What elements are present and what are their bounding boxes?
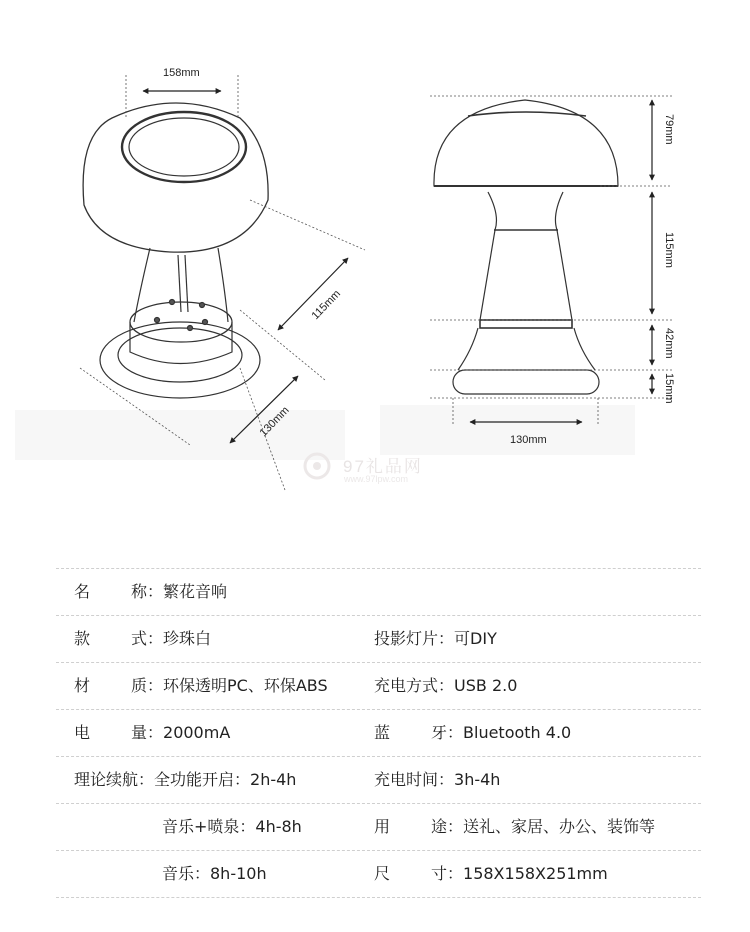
spec-label: 投影灯片 <box>374 629 439 648</box>
spec-value: 珍珠白 <box>163 629 212 648</box>
spec-battery-life: 理论续航：全功能开启：2h-4h <box>74 770 297 789</box>
spec-battery-life-music-fountain <box>162 804 302 850</box>
spec-projection: 投影灯片：可DIY <box>374 629 497 648</box>
spec-value: Bluetooth 4.0 <box>463 723 572 742</box>
spec-material: 材 质 ：环保透明PC、环保ABS <box>74 676 328 695</box>
spec-row <box>56 710 701 756</box>
spec-row <box>56 757 701 803</box>
spec-row <box>56 804 701 850</box>
spec-value: USB 2.0 <box>454 676 518 695</box>
dim-lower-height: 42mm <box>663 328 675 359</box>
spec-style: 款 式 ：珍珠白 <box>74 629 212 648</box>
spec-battery: 电 量 ：2000mA <box>74 723 231 742</box>
dim-base-width-front: 130mm <box>510 434 547 446</box>
spec-value: 3h-4h <box>454 770 501 789</box>
divider <box>56 897 701 898</box>
perspective-view <box>83 103 268 398</box>
dim-top-width: 158mm <box>163 67 200 79</box>
spec-value: 音乐：8h-10h <box>162 864 267 883</box>
spec-value: 2000mA <box>163 723 231 742</box>
spec-name: 名 称 ：繁花音响 <box>74 582 228 601</box>
spec-row <box>56 616 701 662</box>
spec-row <box>56 851 701 897</box>
spec-usage: 用 途 ：送礼、家居、办公、装饰等 <box>374 817 656 836</box>
spec-bluetooth: 蓝 牙 ：Bluetooth 4.0 <box>374 723 572 742</box>
dim-stem-height-front: 115mm <box>663 232 675 268</box>
spec-value: 158X158X251mm <box>463 864 608 883</box>
front-view <box>434 100 618 394</box>
spec-value: 繁花音响 <box>163 582 228 601</box>
dim-stem-height: 115mm <box>309 287 344 323</box>
spec-value: 全功能开启：2h-4h <box>154 770 297 789</box>
spec-size: 尺 寸 ：158X158X251mm <box>374 864 608 883</box>
spec-label: 充电方式 <box>374 676 439 695</box>
dim-base-height: 15mm <box>663 373 675 404</box>
watermark-name: 97礼品网 <box>343 457 423 476</box>
spec-row <box>56 663 701 709</box>
dim-cap-height: 79mm <box>663 114 675 145</box>
spec-label: 理论续航 <box>74 770 139 789</box>
background-band <box>15 410 345 460</box>
spec-table <box>56 568 701 898</box>
spec-value: 音乐+喷泉：4h-8h <box>162 817 302 836</box>
spec-label: 充电时间 <box>374 770 439 789</box>
spec-row <box>56 569 701 615</box>
watermark-url: www.97lpw.com <box>344 474 409 484</box>
dim-base-width: 130mm <box>257 404 292 440</box>
background-band <box>380 405 635 455</box>
spec-value: 环保透明PC、环保ABS <box>163 676 328 695</box>
spec-value: 送礼、家居、办公、装饰等 <box>463 817 656 836</box>
spec-battery-life-music <box>162 851 267 897</box>
spec-charging-time: 充电时间：3h-4h <box>374 770 501 789</box>
spec-value: 可DIY <box>454 629 497 648</box>
spec-charging-method: 充电方式：USB 2.0 <box>374 676 518 695</box>
